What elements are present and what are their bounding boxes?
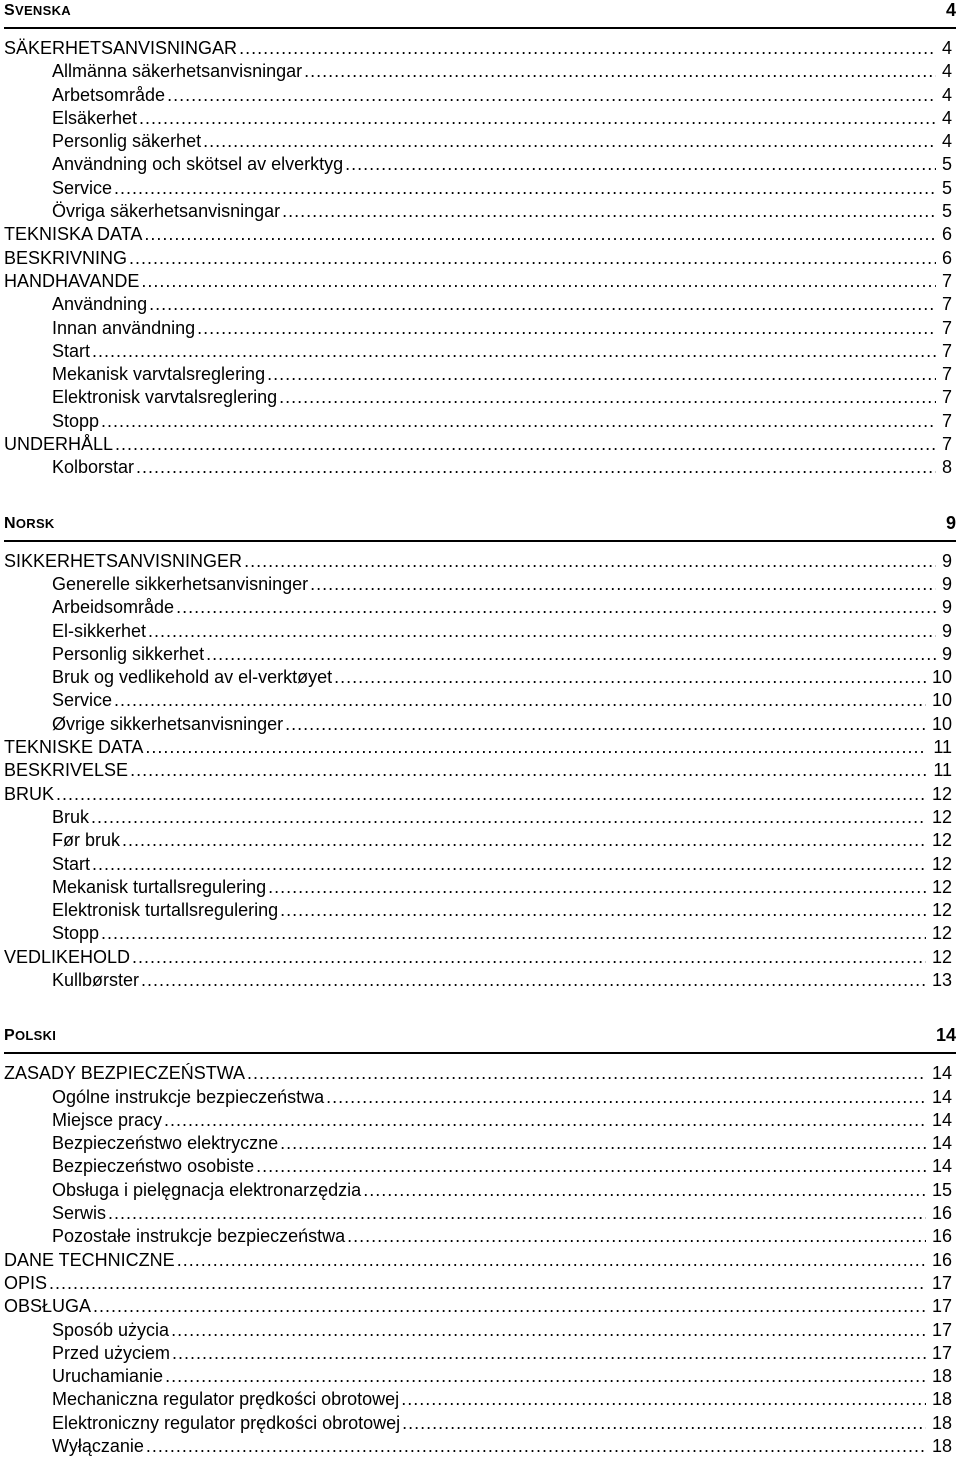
- toc-entry[interactable]: [0, 177, 960, 200]
- toc-entry-page-number: 18: [931, 1436, 952, 1457]
- toc-entry-label: Stopp: [52, 410, 100, 431]
- toc-entry-page-number: 18: [931, 1389, 952, 1410]
- toc-entry-list: [0, 29, 960, 480]
- toc-entry-page-number: 4: [941, 107, 952, 128]
- toc-entry-page-number: 18: [931, 1412, 952, 1433]
- toc-entry-label: Allmänna säkerhetsanvisningar: [52, 61, 303, 82]
- toc-entry-label: Bruk og vedlikehold av el-verktøyet: [52, 667, 333, 688]
- toc-entry[interactable]: [0, 1435, 960, 1458]
- toc-entry-label: Elektronisk varvtalsreglering: [52, 387, 278, 408]
- dot-leader: [247, 1062, 926, 1085]
- toc-entry-page-number: 7: [941, 340, 952, 361]
- toc-entry-label: BESKRIVNING: [4, 247, 128, 268]
- dot-leader: [93, 1295, 926, 1318]
- toc-entry-label: Service: [52, 690, 113, 711]
- toc-entry-label: Bezpieczeństwo elektryczne: [52, 1133, 279, 1154]
- dot-leader: [144, 223, 936, 246]
- toc-entry-page-number: 9: [941, 573, 952, 594]
- toc-entry[interactable]: [0, 456, 960, 479]
- toc-entry-label: Pozostałe instrukcje bezpieczeństwa: [52, 1226, 346, 1247]
- toc-entry[interactable]: [0, 1295, 960, 1318]
- dot-leader: [345, 153, 936, 176]
- toc-entry-page-number: 12: [931, 946, 952, 967]
- toc-entry-page-number: 17: [931, 1272, 952, 1293]
- section-spacer: [0, 480, 960, 513]
- dot-leader: [114, 689, 926, 712]
- toc-entry[interactable]: [0, 340, 960, 363]
- toc-entry-label: Personlig sikkerhet: [52, 643, 205, 664]
- dot-leader: [282, 200, 936, 223]
- toc-entry-label: Mechaniczna regulator prędkości obrotowej: [52, 1389, 400, 1410]
- section-title[interactable]: [4, 2, 71, 20]
- dot-leader: [267, 363, 936, 386]
- dot-leader: [177, 1249, 926, 1272]
- toc-entry-label: DANE TECHNICZNE: [4, 1249, 175, 1270]
- toc-entry-page-number: 10: [931, 713, 952, 734]
- dot-leader: [149, 293, 936, 316]
- toc-entry-label: Kullbørster: [52, 969, 140, 990]
- dot-leader: [56, 783, 926, 806]
- section-title-rest: OLSKI: [14, 1028, 57, 1044]
- toc-entry-label: Wyłączanie: [52, 1436, 144, 1457]
- toc-entry-page-number: 9: [941, 620, 952, 641]
- toc-entry[interactable]: [0, 60, 960, 83]
- toc-entry[interactable]: [0, 759, 960, 782]
- toc-entry-page-number: 7: [941, 410, 952, 431]
- dot-leader: [304, 60, 936, 83]
- toc-entry[interactable]: [0, 1272, 960, 1295]
- toc-entry-page-number: 14: [931, 1133, 952, 1154]
- toc-entry-page-number: 17: [931, 1296, 952, 1317]
- toc-entry[interactable]: [0, 922, 960, 945]
- toc-section: [0, 0, 960, 480]
- toc-entry[interactable]: [0, 1225, 960, 1248]
- toc-entry[interactable]: [0, 84, 960, 107]
- toc-entry-label: Mekanisk turtallsregulering: [52, 876, 267, 897]
- section-title[interactable]: [4, 515, 55, 533]
- toc-entry-page-number: 4: [941, 84, 952, 105]
- dot-leader: [206, 643, 936, 666]
- toc-entry-label: VEDLIKEHOLD: [4, 946, 131, 967]
- toc-entry[interactable]: [0, 1062, 960, 1085]
- toc-entry-page-number: 7: [941, 434, 952, 455]
- toc-entry[interactable]: [0, 1202, 960, 1225]
- dot-leader: [171, 1319, 926, 1342]
- dot-leader: [122, 829, 926, 852]
- dot-leader: [92, 340, 936, 363]
- toc-entry[interactable]: [0, 153, 960, 176]
- toc-entry[interactable]: [0, 969, 960, 992]
- toc-entry[interactable]: [0, 689, 960, 712]
- dot-leader: [92, 853, 926, 876]
- toc-section: [0, 513, 960, 993]
- dot-leader: [146, 1435, 926, 1458]
- toc-entry-label: Obsługa i pielęgnacja elektronarzędzia: [52, 1179, 362, 1200]
- toc-entry-label: El-sikkerhet: [52, 620, 147, 641]
- toc-entry-label: Arbeidsområde: [52, 597, 175, 618]
- toc-entry-page-number: 17: [931, 1319, 952, 1340]
- toc-entry[interactable]: [0, 410, 960, 433]
- section-spacer: [0, 992, 960, 1025]
- section-title[interactable]: [4, 1027, 56, 1045]
- toc-entry-label: Øvrige sikkerhetsanvisninger: [52, 713, 284, 734]
- toc-entry-label: Start: [52, 340, 91, 361]
- toc-entry-label: Miejsce pracy: [52, 1109, 163, 1130]
- dot-leader: [148, 620, 936, 643]
- toc-entry[interactable]: [0, 736, 960, 759]
- toc-entry-label: Personlig säkerhet: [52, 131, 202, 152]
- dot-leader: [203, 130, 936, 153]
- toc-entry-label: ZASADY BEZPIECZEŃSTWA: [4, 1063, 246, 1084]
- dot-leader: [279, 386, 936, 409]
- toc-entry[interactable]: [0, 1086, 960, 1109]
- dot-leader: [268, 876, 926, 899]
- toc-entry-page-number: 18: [931, 1366, 952, 1387]
- toc-entry-page-number: 4: [941, 38, 952, 58]
- toc-entry-page-number: 10: [931, 690, 952, 711]
- toc-entry-page-number: 12: [931, 900, 952, 921]
- toc-entry-label: BESKRIVELSE: [4, 760, 129, 781]
- toc-entry-label: Service: [52, 177, 113, 198]
- toc-entry-label: Elektroniczny regulator prędkości obrotowej: [52, 1412, 401, 1433]
- toc-entry-page-number: 4: [941, 61, 952, 82]
- toc-entry[interactable]: [0, 620, 960, 643]
- toc-entry-page-number: 6: [941, 224, 952, 245]
- toc-entry-list: [0, 1054, 960, 1458]
- toc-entry-page-number: 11: [933, 737, 952, 758]
- toc-entry-page-number: 14: [931, 1156, 952, 1177]
- toc-entry-label: Uruchamianie: [52, 1366, 164, 1387]
- toc-entry-label: Innan användning: [52, 317, 196, 338]
- toc-entry-page-number: 15: [931, 1179, 952, 1200]
- toc-entry[interactable]: [0, 293, 960, 316]
- section-heading: [4, 513, 956, 542]
- dot-leader: [363, 1179, 926, 1202]
- dot-leader: [326, 1086, 926, 1109]
- toc-entry-label: SIKKERHETSANVISNINGER: [4, 550, 243, 571]
- toc-entry-label: OPIS: [4, 1272, 48, 1293]
- toc-entry[interactable]: [0, 1412, 960, 1435]
- toc-entry[interactable]: [0, 200, 960, 223]
- dot-leader: [165, 1365, 926, 1388]
- toc-entry[interactable]: [0, 596, 960, 619]
- toc-entry-label: Arbetsområde: [52, 84, 166, 105]
- toc-entry-page-number: 4: [941, 131, 952, 152]
- section-title-rest: ORSK: [15, 515, 55, 531]
- toc-entry[interactable]: [0, 37, 960, 60]
- toc-entry-label: Elsäkerhet: [52, 107, 138, 128]
- toc-entry-page-number: 7: [941, 387, 952, 408]
- toc-entry-label: Användning och skötsel av elverktyg: [52, 154, 344, 175]
- toc-entry-label: Övriga säkerhetsanvisningar: [52, 201, 281, 222]
- dot-leader: [280, 899, 926, 922]
- toc-entry[interactable]: [0, 899, 960, 922]
- section-page-number: 14: [935, 1025, 956, 1046]
- toc-entry[interactable]: [0, 1319, 960, 1342]
- dot-leader: [101, 922, 926, 945]
- toc-entry[interactable]: [0, 130, 960, 153]
- toc-entry[interactable]: [0, 1388, 960, 1411]
- toc-entry-page-number: 14: [931, 1063, 952, 1084]
- toc-entry-page-number: 16: [931, 1226, 952, 1247]
- toc-section: [0, 1025, 960, 1458]
- toc-entry[interactable]: [0, 853, 960, 876]
- toc-entry[interactable]: [0, 386, 960, 409]
- toc-entry-page-number: 12: [931, 853, 952, 874]
- dot-leader: [136, 456, 936, 479]
- toc-entry[interactable]: [0, 783, 960, 806]
- toc-entry-page-number: 7: [941, 364, 952, 385]
- toc-entry-label: Bruk: [52, 806, 90, 827]
- toc-entry-page-number: 5: [941, 177, 952, 198]
- toc-entry-label: Kolborstar: [52, 457, 135, 478]
- toc-entry-page-number: 14: [931, 1086, 952, 1107]
- section-heading: [4, 0, 956, 29]
- toc-entry[interactable]: [0, 1179, 960, 1202]
- dot-leader: [310, 573, 936, 596]
- toc-entry-page-number: 10: [931, 667, 952, 688]
- dot-leader: [285, 713, 926, 736]
- toc-entry-page-number: 8: [941, 457, 952, 478]
- toc-entry-page-number: 16: [931, 1249, 952, 1270]
- dot-leader: [141, 270, 936, 293]
- toc-entry-label: OBSŁUGA: [4, 1296, 92, 1317]
- toc-entry-page-number: 12: [931, 830, 952, 851]
- toc-entry[interactable]: [0, 317, 960, 340]
- section-title-initial: S: [4, 2, 15, 19]
- dot-leader: [49, 1272, 926, 1295]
- dot-leader: [244, 550, 936, 573]
- toc-entry-label: TEKNISKA DATA: [4, 224, 143, 245]
- toc-entry[interactable]: [0, 1342, 960, 1365]
- toc-entry[interactable]: [0, 643, 960, 666]
- toc-entry-label: Bezpieczeństwo osobiste: [52, 1156, 255, 1177]
- toc-entry[interactable]: [0, 363, 960, 386]
- dot-leader: [115, 433, 936, 456]
- section-page-number: 4: [945, 0, 956, 20]
- toc-entry[interactable]: [0, 1109, 960, 1132]
- section-page-number: 9: [945, 512, 956, 533]
- toc-entry[interactable]: [0, 223, 960, 246]
- toc-entry-label: Start: [52, 853, 91, 874]
- section-title-initial: N: [4, 514, 16, 532]
- toc-entry-label: Sposób użycia: [52, 1319, 170, 1340]
- toc-entry-page-number: 16: [931, 1203, 952, 1224]
- toc-entry-label: SÄKERHETSANVISNINGAR: [4, 38, 238, 58]
- toc-entry[interactable]: [0, 1365, 960, 1388]
- toc-entry-label: Før bruk: [52, 830, 121, 851]
- toc-entry[interactable]: [0, 946, 960, 969]
- toc-entry[interactable]: [0, 829, 960, 852]
- dot-leader: [334, 666, 926, 689]
- dot-leader: [130, 759, 927, 782]
- dot-leader: [101, 410, 936, 433]
- toc-entry-page-number: 12: [931, 923, 952, 944]
- dot-leader: [108, 1202, 926, 1225]
- dot-leader: [145, 736, 927, 759]
- dot-leader: [114, 177, 936, 200]
- toc-entry-page-number: 14: [931, 1109, 952, 1130]
- dot-leader: [197, 317, 936, 340]
- dot-leader: [176, 596, 936, 619]
- toc-entry-label: Generelle sikkerhetsanvisninger: [52, 573, 309, 594]
- toc-entry[interactable]: [0, 1132, 960, 1155]
- toc-entry[interactable]: [0, 1155, 960, 1178]
- dot-leader: [402, 1412, 926, 1435]
- toc-entry-page-number: 5: [941, 201, 952, 222]
- toc-entry-list: [0, 542, 960, 993]
- toc-entry[interactable]: [0, 247, 960, 270]
- toc-entry-label: Elektronisk turtallsregulering: [52, 900, 279, 921]
- toc-entry-label: UNDERHÅLL: [4, 434, 114, 455]
- toc-entry-label: Mekanisk varvtalsreglering: [52, 364, 266, 385]
- toc-entry-page-number: 7: [941, 270, 952, 291]
- dot-leader: [167, 84, 936, 107]
- dot-leader: [129, 247, 936, 270]
- toc-entry[interactable]: [0, 713, 960, 736]
- toc-entry-label: BRUK: [4, 783, 55, 804]
- toc-entry-label: HANDHAVANDE: [4, 270, 140, 291]
- dot-leader: [401, 1388, 926, 1411]
- toc-entry-page-number: 9: [941, 550, 952, 571]
- dot-leader: [172, 1342, 926, 1365]
- dot-leader: [141, 969, 926, 992]
- toc-entry[interactable]: [0, 876, 960, 899]
- dot-leader: [91, 806, 926, 829]
- toc-entry-label: Stopp: [52, 923, 100, 944]
- toc-entry[interactable]: [0, 666, 960, 689]
- toc-entry-page-number: 12: [931, 876, 952, 897]
- toc-entry-label: Användning: [52, 294, 148, 315]
- toc-entry-page-number: 6: [941, 247, 952, 268]
- toc-entry-page-number: 13: [931, 969, 952, 990]
- toc-entry-label: TEKNISKE DATA: [4, 737, 144, 758]
- toc-entry-label: Serwis: [52, 1203, 107, 1224]
- toc-entry-page-number: 5: [941, 154, 952, 175]
- toc-entry-page-number: 17: [931, 1342, 952, 1363]
- toc-entry[interactable]: [0, 107, 960, 130]
- dot-leader: [132, 946, 926, 969]
- dot-leader: [139, 107, 936, 130]
- dot-leader: [239, 37, 936, 60]
- toc-entry[interactable]: [0, 573, 960, 596]
- toc-entry-page-number: 7: [941, 317, 952, 338]
- toc-entry-label: Przed użyciem: [52, 1342, 171, 1363]
- dot-leader: [280, 1132, 926, 1155]
- toc-entry-page-number: 9: [941, 597, 952, 618]
- toc-entry-page-number: 7: [941, 294, 952, 315]
- section-title-rest: VENSKA: [14, 3, 71, 18]
- toc-entry[interactable]: [0, 270, 960, 293]
- dot-leader: [164, 1109, 926, 1132]
- toc-entry[interactable]: [0, 433, 960, 456]
- section-title-initial: P: [4, 1027, 15, 1045]
- section-heading: [4, 1025, 956, 1054]
- dot-leader: [347, 1225, 926, 1248]
- toc-entry-page-number: 11: [933, 760, 952, 781]
- toc-entry[interactable]: [0, 550, 960, 573]
- toc-entry[interactable]: [0, 806, 960, 829]
- toc-entry-label: Ogólne instrukcje bezpieczeństwa: [52, 1086, 325, 1107]
- toc-entry[interactable]: [0, 1249, 960, 1272]
- toc-entry-page-number: 12: [931, 783, 952, 804]
- toc-entry-page-number: 12: [931, 806, 952, 827]
- dot-leader: [256, 1155, 926, 1178]
- toc-entry-page-number: 9: [941, 643, 952, 664]
